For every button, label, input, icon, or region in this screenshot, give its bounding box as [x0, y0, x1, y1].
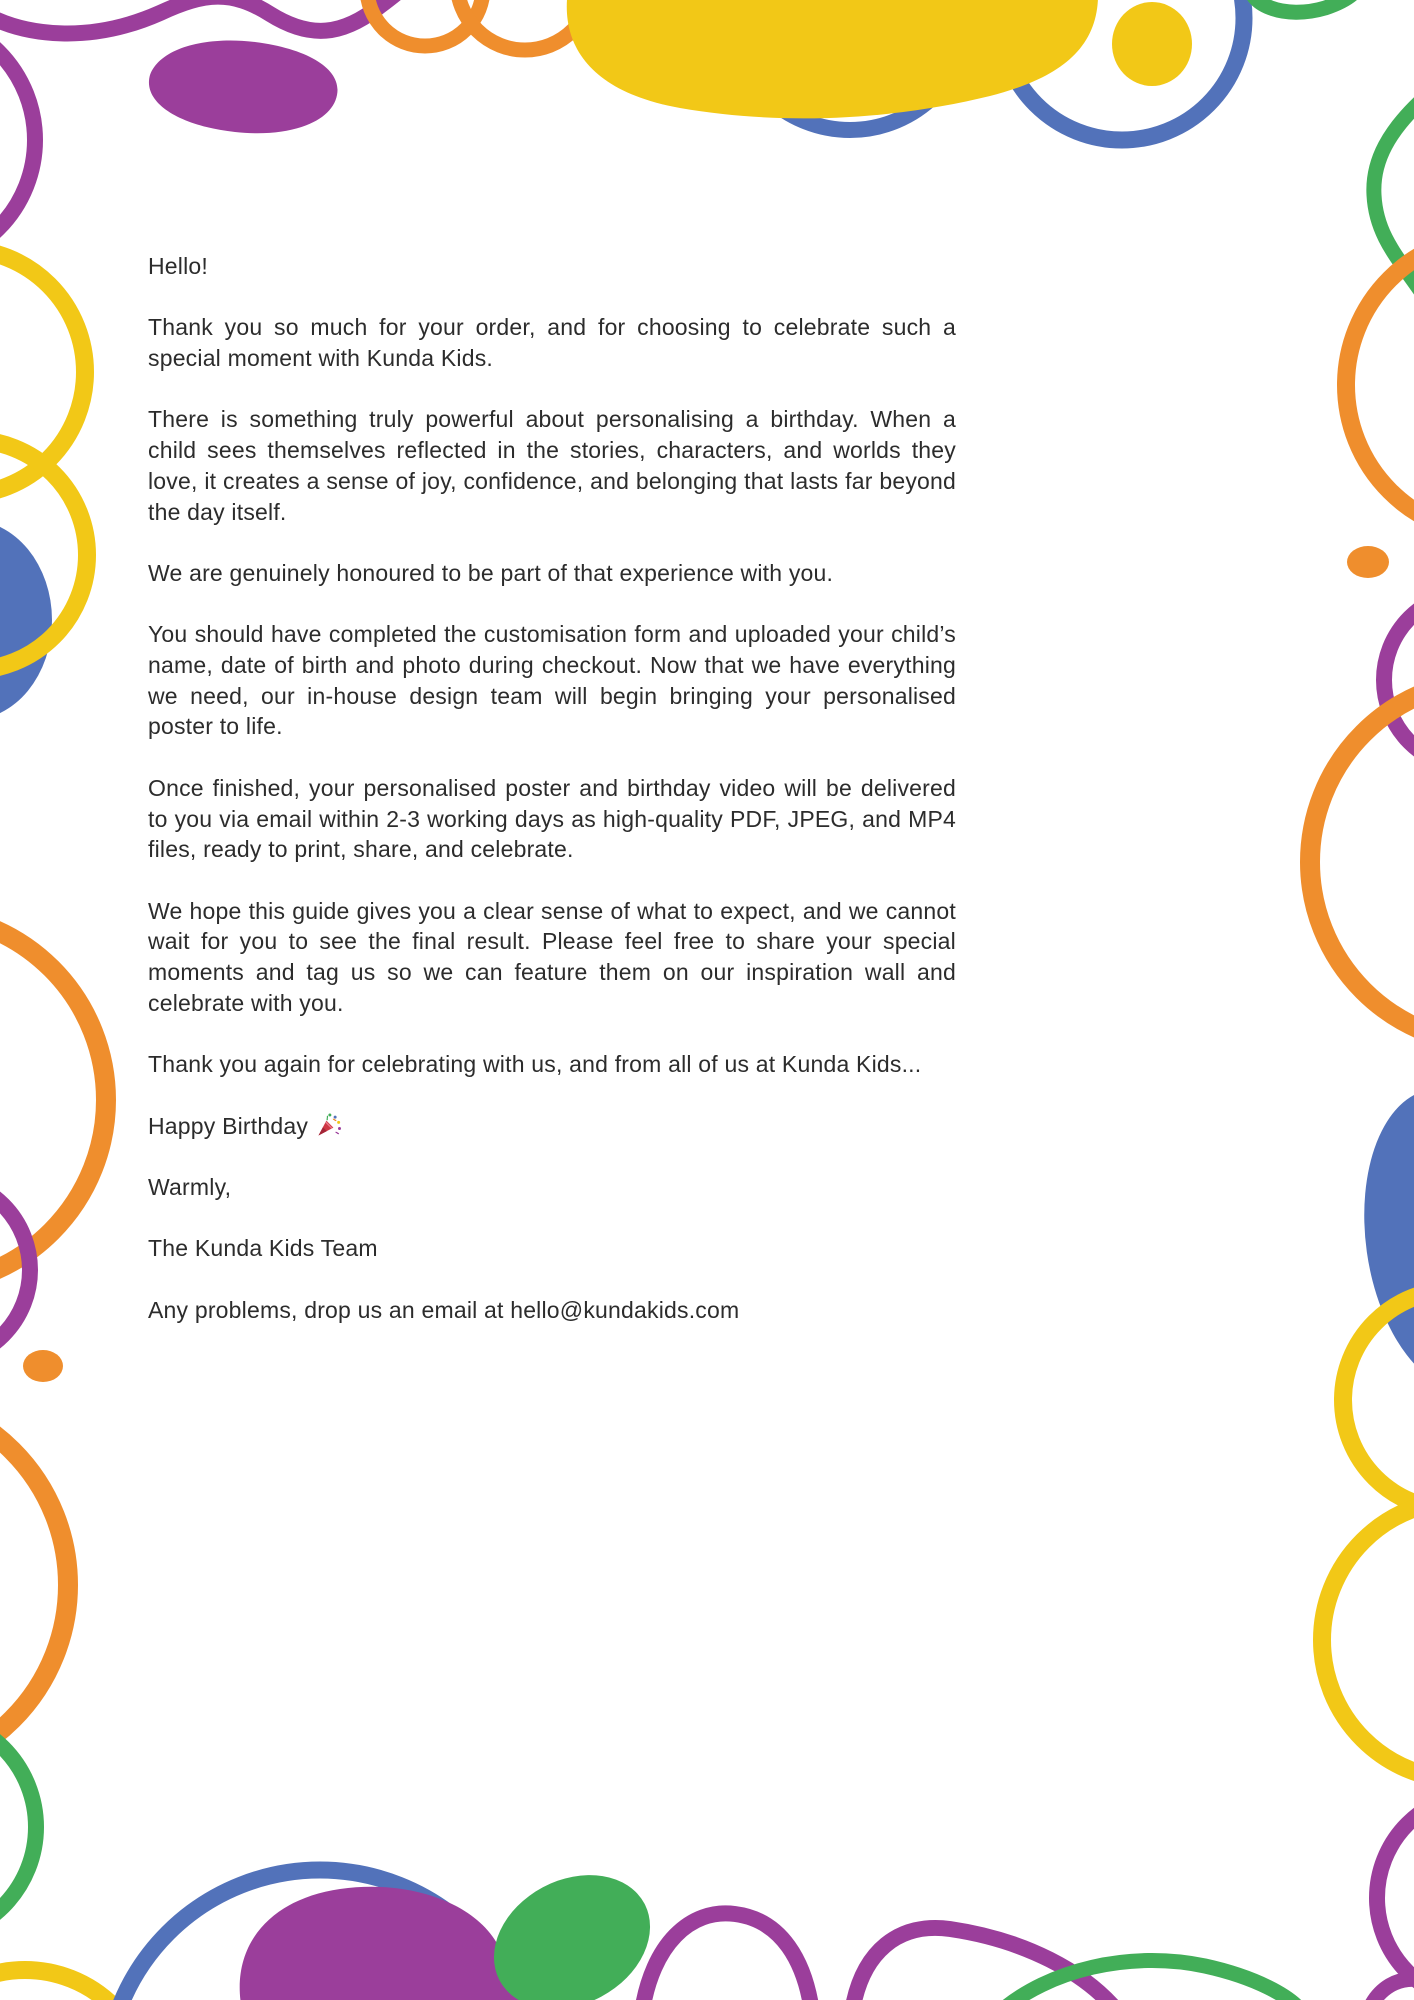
bottom-right-purple-arc: [1368, 1979, 1414, 2000]
greeting: Hello!: [148, 253, 209, 279]
letter-body: [148, 251, 956, 1356]
left-purple-ring-top: [0, 15, 35, 265]
bottom-purple-arch-1: [642, 1913, 812, 2000]
right-purple-ring-bottom: [1377, 1793, 1414, 2000]
left-green-ring: [0, 1715, 36, 1939]
top-yellow-oval: [1112, 2, 1192, 86]
contact-line: Any problems, drop us an email at hello@kundakids.com: [148, 1296, 740, 1323]
top-yellow-blob: [567, 0, 1098, 118]
birthday-line: [148, 1111, 956, 1142]
left-orange-dot: [23, 1350, 63, 1382]
paragraph-thanks-again: Thank you again for celebrating with us, and from all of us at Kunda Kids...: [148, 1051, 922, 1078]
paragraph-delivery: Once finished, your personalised poster and birthday video will be delivered to you via email within 2-3 working days as high-quality PDF, JPEG, and MP4 files, ready to print, share, and celebrate.: [148, 774, 956, 863]
right-yellow-ring-lower: [1322, 1500, 1414, 1780]
paragraph-thanks: Thank you so much for your order, and for choosing to celebrate such a special moment with Kunda Kids.: [148, 314, 956, 372]
top-right-green-squiggle: [1250, 0, 1362, 12]
bottom-purple-blob: [240, 1887, 522, 2000]
paragraph-personalising: There is something truly powerful about personalising a birthday. When a child sees themselves reflected in the stories, characters, and worlds they love, it creates a sense of joy, confidence, and belonging that lasts far beyond the day itself.: [148, 406, 956, 525]
right-orange-dot: [1347, 546, 1389, 578]
paragraph-honoured: We are genuinely honoured to be part of that experience with you.: [148, 559, 834, 586]
left-blue-blob: [0, 520, 52, 720]
top-left-purple-wave-line: [0, 0, 414, 33]
paragraph-guide: We hope this guide gives you a clear sense of what to expect, and we cannot wait for you to see the final result. Please feel free to share your special moments and tag us so we can feature them on our inspiration wall and celebrate with you.: [148, 897, 956, 1016]
left-orange-ring-lower: [0, 1395, 68, 1775]
right-purple-ring: [1384, 592, 1414, 768]
bottom-green-arch: [1000, 1961, 1302, 2000]
top-purple-blob: [149, 40, 338, 133]
team-signature: The Kunda Kids Team: [148, 1235, 378, 1262]
birthday-text: Happy Birthday: [148, 1112, 309, 1139]
party-popper-icon: [315, 1111, 343, 1139]
paragraph-customisation: You should have completed the customisation form and uploaded your child’s name, date of birth and photo during checkout. Now that we have everything we need, our in-house design team will begin bringing your personalised poster to life.: [148, 621, 956, 740]
signoff: Warmly,: [148, 1173, 232, 1200]
